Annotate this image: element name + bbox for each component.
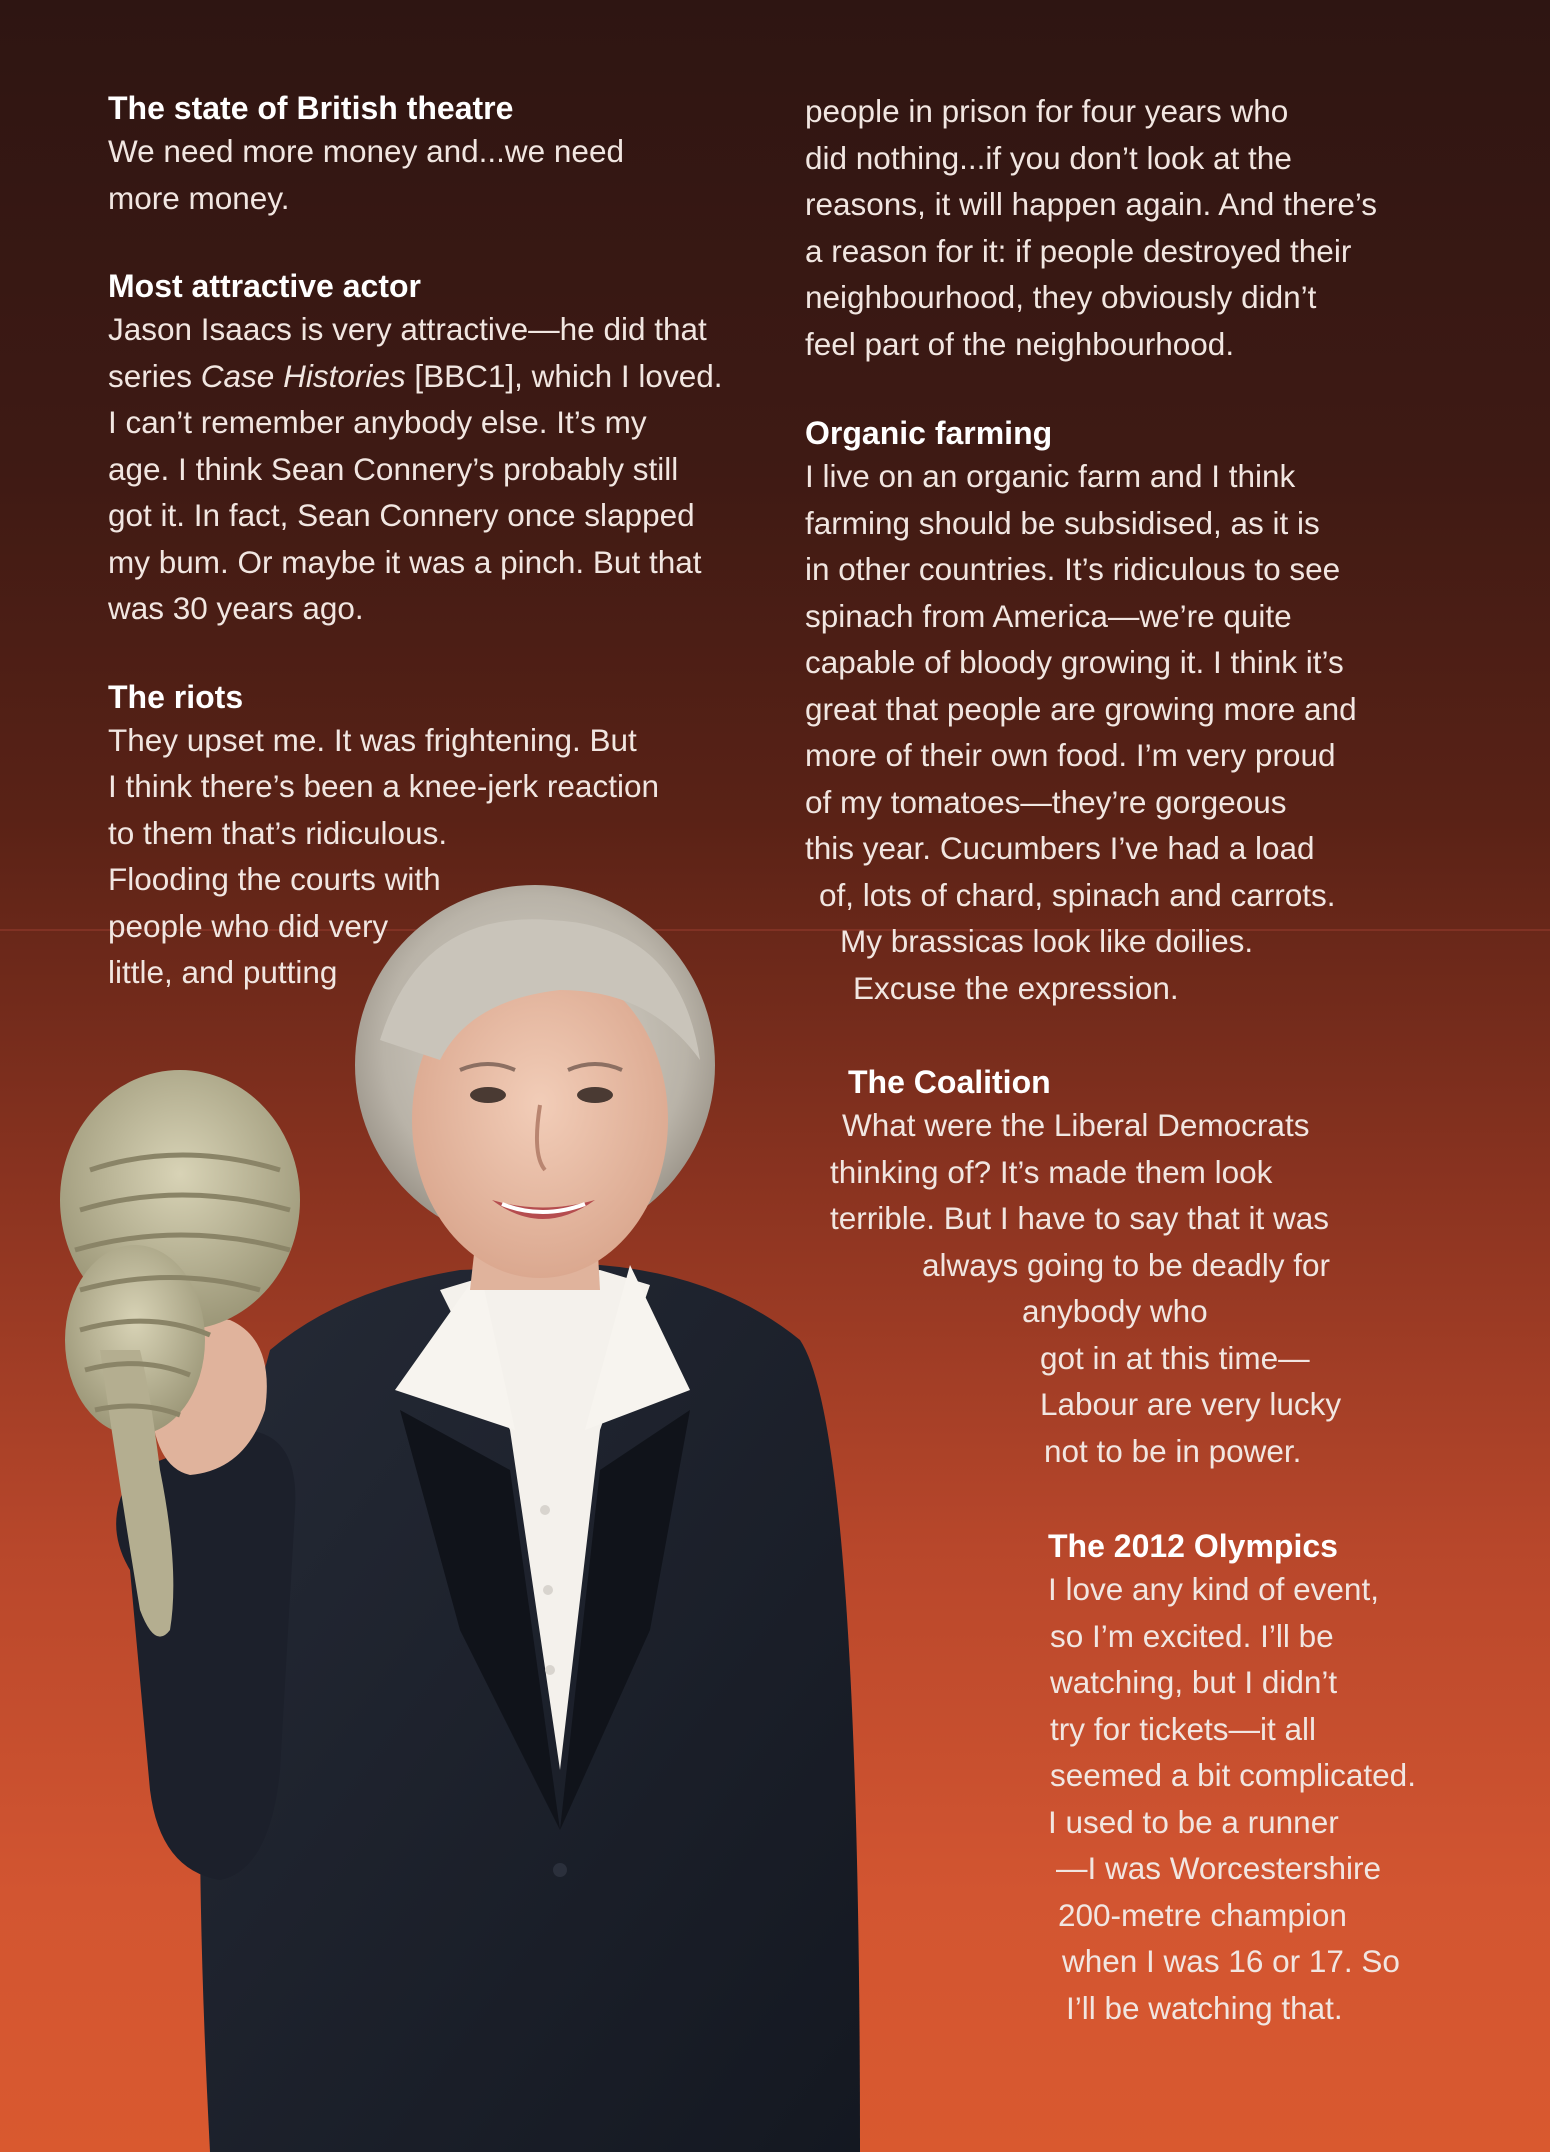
text-line: They upset me. It was frightening. But	[108, 721, 637, 758]
section-title: The 2012 Olympics	[1048, 1528, 1338, 1564]
text-line: Flooding the courts with	[108, 861, 441, 897]
section-title: Most attractive actor	[108, 268, 421, 304]
text-line	[108, 353, 723, 400]
text-line: always going to be deadly for	[922, 1246, 1331, 1283]
text-line: a reason for it: if people destroyed their	[805, 232, 1352, 269]
text-line: We need more money and...we need	[108, 133, 624, 169]
text-line: when I was 16 or 17. So	[1062, 1943, 1400, 1979]
section-riots	[108, 677, 723, 996]
text-line: I think there’s been a knee-jerk reaction	[108, 768, 659, 804]
text-line: so I’m excited. I’ll be	[1050, 1617, 1334, 1654]
section-organic-farming	[805, 413, 1357, 1011]
text-line: anybody who	[1022, 1293, 1208, 1329]
text-line: in other countries. It’s ridiculous to see	[805, 551, 1341, 587]
text-line: spinach from America—we’re quite	[805, 597, 1292, 634]
left-column	[108, 88, 723, 996]
text-line: —I was Worcestershire	[1056, 1850, 1381, 1886]
section-title: The riots	[108, 678, 244, 715]
show-title: Case Histories	[200, 357, 406, 394]
text-line: people who did very	[108, 907, 389, 944]
section-title: Organic farming	[805, 415, 1053, 451]
text-line: capable of bloody growing it. I think it’s	[805, 644, 1344, 680]
section-attractive-actor	[108, 266, 723, 632]
section-olympics	[1048, 1526, 1416, 2031]
text-line: my bum. Or maybe it was a pinch. But that	[108, 543, 702, 580]
text-line: I’ll be watching that.	[1066, 1989, 1343, 2026]
text-line: people in prison for four years who	[805, 93, 1289, 129]
text-line: reasons, it will happen again. And there’s	[805, 186, 1378, 222]
text-line: try for tickets—it all	[1050, 1710, 1317, 1747]
text-line: age. I think Sean Connery’s probably still	[108, 450, 679, 487]
text-line: thinking of? It’s made them look	[830, 1153, 1273, 1190]
text-line: great that people are growing more and	[805, 690, 1357, 727]
text-line: My brassicas look like doilies.	[840, 923, 1254, 959]
text-fragment: [BBC1], which I loved.	[405, 357, 723, 394]
text-line: farming should be subsidised, as it is	[805, 504, 1320, 541]
text-line: I love any kind of event,	[1048, 1571, 1379, 1607]
text-line: I live on an organic farm and I think	[805, 458, 1296, 494]
text-line: watching, but I didn’t	[1050, 1664, 1338, 1700]
text-line: 200-metre champion	[1058, 1896, 1347, 1933]
text-line: Excuse the expression.	[853, 969, 1179, 1006]
text-line: of my tomatoes—they’re gorgeous	[805, 783, 1287, 820]
section-title: The state of British theatre	[108, 90, 514, 126]
text-line: neighbourhood, they obviously didn’t	[805, 279, 1317, 315]
text-line: to them that’s ridiculous.	[108, 814, 448, 851]
text-line: Jason Isaacs is very attractive—he did that	[108, 311, 707, 347]
text-line: was 30 years ago.	[108, 590, 364, 626]
text-line: Labour are very lucky	[1040, 1386, 1342, 1422]
text-line: feel part of the neighbourhood.	[805, 325, 1235, 362]
text-line: got it. In fact, Sean Connery once slapped	[108, 497, 695, 533]
text-fragment: series	[108, 357, 201, 394]
section-british-theatre	[108, 88, 723, 221]
text-line: I used to be a runner	[1048, 1803, 1339, 1840]
text-line: I can’t remember anybody else. It’s my	[108, 404, 647, 440]
text-line: this year. Cucumbers I’ve had a load	[805, 830, 1315, 866]
text-line: little, and putting	[108, 954, 338, 990]
riots-continuation	[805, 88, 1377, 367]
text-line: of, lots of chard, spinach and carrots.	[819, 876, 1336, 913]
text-line: got in at this time—	[1040, 1339, 1310, 1376]
text-line: not to be in power.	[1044, 1432, 1302, 1469]
text-line: more money.	[108, 179, 290, 216]
section-coalition	[830, 1062, 1342, 1474]
text-line: seemed a bit complicated.	[1050, 1757, 1416, 1793]
text-line: What were the Liberal Democrats	[842, 1107, 1310, 1143]
text-line: more of their own food. I’m very proud	[805, 737, 1336, 773]
text-line: terrible. But I have to say that it was	[830, 1200, 1329, 1236]
text-line: did nothing...if you don’t look at the	[805, 139, 1292, 176]
section-title: The Coalition	[848, 1064, 1051, 1100]
